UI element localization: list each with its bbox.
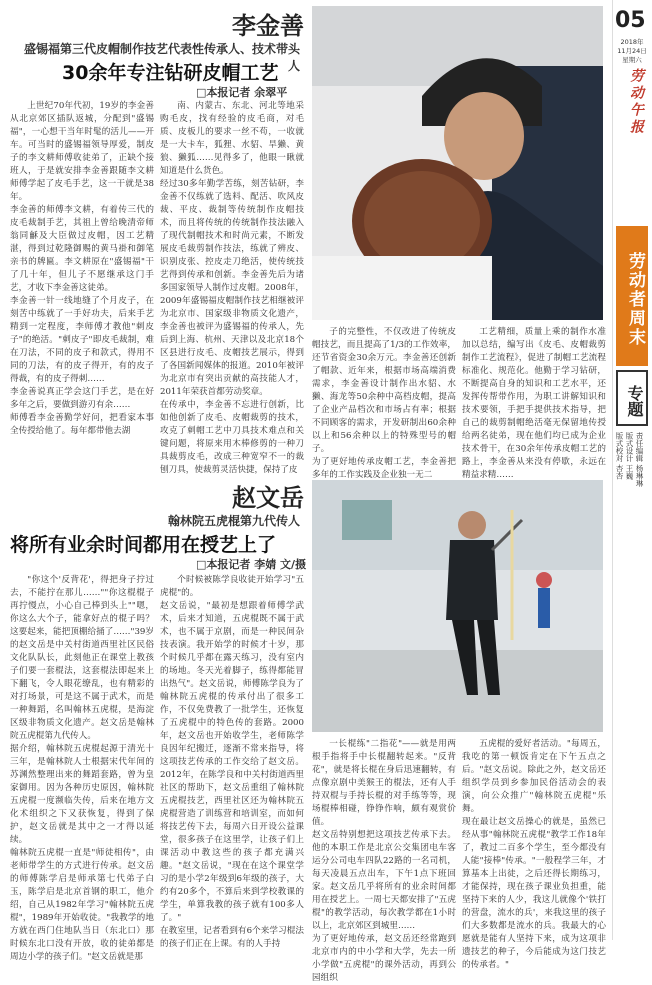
article2-column-2-text: 个时候被陈学良收徒开始学习"五虎棍"的。 赵文岳说，"最初是想跟着师傅学武术，后来才知道，五虎棍既不属于武术，也不属于京剧，而是一种民间杂技表演。我开始学的时候才十岁，那个时候几乎都在露天练习，没有室内的场地。冬天光着脚子，练得都能冒出热气"。赵文岳说，师傅陈学良为了翰林院五虎棍的传承付出了很多工作，不仅免费教了一批学生，还恢复了五虎棍中的特色传的套路。2000年，赵文岳也开始收学生，老师陈学良因年纪搬迁，逐渐不常来指导，将这项技艺传承的工作交给了赵文岳。2012年，在陈学良和中关村街道西里社区的帮助下，赵文岳重组了翰林院五虎棍技艺，西里社区还为翰林院五虎棍营造了训练营和培训室，而如何将技艺传下去，每周六日开设公益课堂，很多孩子在这里学，让孩子们上课活动中教这些的孩子都充满兴趣。"赵文岳说，"现在在这个课堂学习的是小学2年级到6年级的孩子，大约有20多个，不算后来到学校教课的学生，单算我教的孩子就有100多人了。" 在教室里，记者看到有6个来学习棍法的孩子们正在上课。有的人手持 [160, 575, 304, 949]
credit-editor: 责任编辑 杨琳琳 [635, 432, 644, 487]
page-number: 05 [615, 8, 646, 33]
issue-date [614, 38, 650, 65]
article1-headline: 30余年专注钻研皮帽工艺 [62, 62, 279, 84]
article2-column-4 [462, 738, 606, 970]
article2-name: 赵文岳 [232, 484, 304, 512]
article1-name: 李金善 [232, 12, 304, 40]
article1-column-3 [312, 326, 456, 480]
article2-photo [312, 480, 603, 732]
article1-column-1 [10, 100, 154, 472]
issue-weekday: 星期六 [622, 56, 642, 64]
article2-column-3-text: 一长棍练"二指花"——就是用两根手指将手中长棍翻转起来。"反背花"，就是将长棍在身后迅速翻转，有点像京剧中美猴王的棍法，还有人手持双棍与手持长棍的对手练等等，现场棍棒相碰，铮铮作响，颇有观赏价值。 赵文岳特别想把这项技艺传承下去。他的本职工作是北京公交集团电车客运分公司电车四队22路的一名司机，每天凌晨五点出车，下午1点下班回家。赵文岳几乎将所有的业余时间都用在授艺上。一周七天都安排了"五虎棍"的教学活动，每次教学都在1小时以上，北京郊区到城里…… 为了更好地传承，赵文岳还经常跑到北京市内的中小学和大学，先去一所小学做"五虎棍"的课外活动，再到公园组织 [312, 739, 456, 983]
article1-photo [312, 6, 603, 320]
article1-column-4-text: 工艺精细，质量上乘的制作水准加以总结，编写出《皮毛、皮帽裁剪制作工艺流程》，促进了制帽工艺流程标准化、规范化。他勤于学习钻研，不断提高自身的知识和工艺水平，还发挥传帮带作用，为职工讲解知识和技术要领，手把手提供技术指导，把自己的裁剪制帽绝活毫无保留地传授给两名徒弟，现在他们均已成为企业技术骨干，在30余年传承皮帽工艺的路上，李金善从来没有停歇，永远在精益求精…… [462, 327, 606, 480]
article2-column-3 [312, 738, 456, 983]
article1-subtitle: 盛锡福第三代皮帽制作技艺代表性传承人、技术带头人 [23, 42, 300, 73]
article1-byline: □本报记者 余翠平 [196, 86, 288, 99]
issue-date-day: 11月24日 [617, 47, 647, 55]
article1-column-2 [160, 100, 304, 475]
article2-column-1-text: "你这个'反背花'，得把身子拧过去，不能拧在那儿……""你这棍棍子再拧慢点，小心自己棒到头上""嗯，你这么大个子，能拿好点的棍子吗？这要起来，能把顶棚给捅了……"39岁的赵文岳是中关村街道西里社区民俗文化队队长，此刻他正在课堂上教孩子们要一套棍法，这套棍法即起来上下翻飞，令人眼花缭乱，也有精彩的对打场景，可是这不属于武术，而是一种舞蹈，名叫翰林五虎棍，是海淀区级非物质文化遗产。赵文岳是翰林院五虎棍第九代传人。 据介绍，翰林院五虎棍起源于清光十三年，是翰林院人士根据宋代年间的苏渊然整理出来的舞蹈套路，曾为皇家御用。因为各种历史原因，翰林院五虎棍一度濒临失传，后来在地方文化术组织之下又获恢复，得到了保护，赵文岳就是其中之一才得以延续。 翰林院五虎棍一直是"师徒相传"，由老师带学生的方式进行传承。赵文岳的师傅陈学启是师承第七代弟子白玉，陈学启是北京首钢的职工，他介绍，自己从1982年学习"翰林院五虎棍"，1989年开始收徒。"我教学的地方就在西门住地队当日（东北口）那时候东北口没有开放，收的徒弟都是周边小学的孩子们。"赵文岳就是那 [10, 575, 154, 962]
article2-column-4-text: 五虎棍的爱好者活动。"每周五，我吃的第一顿饭肯定在下午五点之后。"赵文岳说。除此之外，赵文岳还组织学员到乡参加民俗活动会的表演，向公众推广"翰林院五虎棍"乐舞。 现在最让赵文岳操心的就是，虽然已经从事"翰林院五虎棍"教学工作18年了，教过二百多个学生，至今都没有人能"接棒"传承。"一般程学三年，才算基本上出徒，之后还得长期练习，才能保持，现在孩子课业负担重，能坚持下来的人少，我这儿就像个'铁打的营盘，流水的兵'，来我这里的孩子们大多数都是流水的兵。我最大的心愿就是能有人坚持下来，成为这项非遗技艺的种子，今后能成为这门技艺的传承者。" [462, 739, 606, 970]
credit-design: 版式设计 王巍 [625, 432, 634, 480]
article2-subtitle: 翰林院五虎棍第九代传人 [167, 514, 300, 528]
article2-column-2 [160, 574, 304, 949]
article1-column-2-text: 南、内蒙古、东北、河北等地采购毛皮，找有经验的皮毛商，对毛质、皮板儿的要求一丝不苟，一收就是一大卡车，狐狸、水貂、旱獭、黄狼、獭狐……见得多了，他眼一瞅就知道是什么货色。 经过30多年勤学苦练，刻苦钻研，李金善不仅练就了选料、配活、吹风皮裁、平皮、裁制等传统制作皮帽技术，而且将传统的传统制作技法融入了现代制帽技术和时尚元素，不断发展皮毛裁剪制作技法，练就了辨皮、识别皮张、控皮走刀绝活，使传统技艺得到传承和创新。李金善先后为诸多国家领导人制作过皮帽。2008年，2009年盛锡福皮帽制作技艺相继被评为北京市、国家级非物质文化遗产，李金善也被评为盛锡福的传承人，先后到上海、杭州、天津以及北京18个区县进行皮毛、皮帽技艺展示，得到了各国新闻媒体的报道。2010年被评为北京市有突出贡献的高技能人才，2011年荣获首都劳动奖章。 在传承中，李金善不忘进行创新，比如他创新了皮毛、皮帽裁剪的技术，攻克了刺帽工艺中刀具技术难点和关键问题，将原来用木棒修剪的一种刀具裁剪皮毛，改成三种宽窄不一的裁刨刀具，使裁剪灵活快捷，保持了皮 [160, 101, 304, 475]
section-tag: 劳动者周末 [616, 226, 648, 366]
article1-column-4 [462, 326, 606, 480]
article1-column-1-text: 上世纪70年代初，19岁的李金善从北京郊区插队返城，分配到"盛锡福"，一心想干当年时髦的活儿——开车。可当时的盛锡福领导厚爱，制皮子的李文耕师傅收徒弟了，正缺个接班人，于是就安排李金善跟随李文耕师傅学起了皮毛手艺，这一干就是38年。 李金善的师傅李文耕，有着传三代的皮毛裁制手艺，其祖上曾给晚清帝师翁同龢及大臣做过皮帽，因工艺精湛，得到过乾隆御赐的黄马褂和御笔亲书的牌匾。李文耕原在"盛锡福"干了几十年，但儿子不愿继承这门手艺，才收下李金善这徒弟。 李金善一针一线地缝了个月皮子，在刻苦中练就了一手好功夫，后来手艺精到一定程度，李师傅才教他"刺皮子"的绝活。"刺皮子"即皮毛裁制，难在刀法，不同的皮子和款式，得用不同的刀法，有的皮子得开，有的皮子得裁，有的皮子得刺…… 李金善说真正学会这门手艺，是在好多年之后，要做到游刃有余…… 师傅看李金善勤学好问，把看家本事全传授给他了。每年都带他去湖 [10, 101, 154, 436]
article2-byline: □本报记者 李婧 文/摄 [196, 558, 307, 571]
credit-proofread: 版式校对 杏杏 [615, 432, 624, 480]
article2-headline: 将所有业余时间都用在授艺上了 [10, 534, 277, 556]
issue-date-year: 2018年 [620, 38, 644, 46]
article1-column-3-text: 子的完整性，不仅改进了传统皮帽技艺，而且提高了1/3的工作效率，还节省资金30余万元。李金善还创新了帽款、近年来，根据市场高端消费需求，李金善设计制作出水貂、水獭、海龙等50余种中高档皮帽，提高了企业产品档次和市场占有率；根据不同顾客的需求，开发研制出60余种以上和56余种以上的特殊型号的帽子。 为了更好地传承皮帽工艺，李金善把多年的工作实践及企业独一无二 [312, 327, 456, 480]
article2-column-1 [10, 574, 154, 962]
topic-tag: 专题 [616, 370, 648, 426]
masthead-logo: 劳动午报 [628, 68, 644, 136]
